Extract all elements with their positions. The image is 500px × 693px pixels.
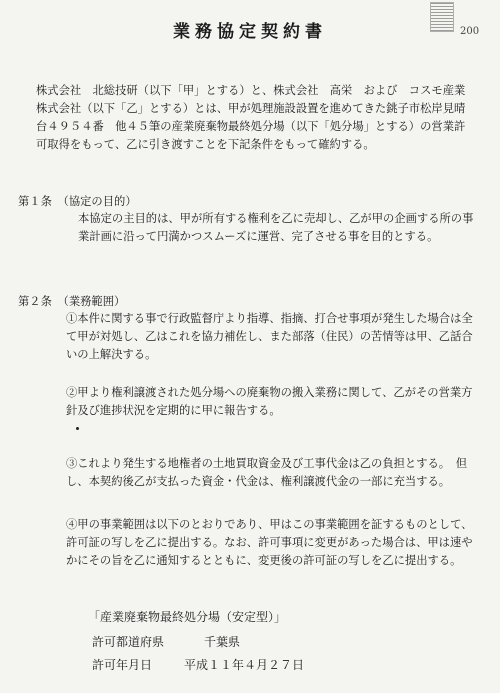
license-date-value: 平成１１年４月２７日 <box>184 658 305 672</box>
article-2-item-1: ①本件に関する事で行政監督庁より指導、指摘、打合せ事項が発生した場合は全て甲が対処し、乙はこれを協力補佐し、また部落（住民）の苦情等は甲、乙話合いの上解決する。 <box>66 312 473 361</box>
license-date-label: 許可年月日 <box>92 658 153 672</box>
license-authority-value: 千葉県 <box>204 635 241 649</box>
article-2-heading: 第２条 （業務範囲） <box>18 295 126 308</box>
article-2-item-3: ③これより発生する地権者の土地買取資金及び工事代金は乙の負担とする。 但し、本契約後乙が支払った資金・代金は、権利譲渡代金の一部に充当する。 <box>66 457 468 488</box>
intro-paragraph: 株式会社 北総技研（以下「甲」とする）と、株式会社 高栄 および コスモ産業株式会社（以下「乙」とする）とは、甲が処理施設設置を進めてきた銚子市松岸見晴台４９５４番 他４５筆の産業廃棄物最終処分場（以下「処分場」とする）の営業許可取得をもって、乙に引き渡すことを下記条件をもって確約する。 <box>36 84 466 151</box>
document-title: 業務協定契約書 <box>173 22 327 42</box>
scan-speck <box>76 427 79 430</box>
article-2-item-2: ②甲より権利譲渡された処分場への廃棄物の搬入業務に関して、乙がその営業方針及び進捗状況を定期的に甲に報告する。 <box>66 386 473 417</box>
license-authority-row <box>92 633 241 650</box>
article-1-heading: 第１条 （協定の目的） <box>18 195 137 208</box>
license-title: 「産業廃棄物最終処分場（安定型）」 <box>88 610 287 624</box>
license-date-row <box>92 656 305 673</box>
license-authority-label: 許可都道府県 <box>92 635 165 649</box>
article-2-item-4: ④甲の事業範囲は以下のとおりであり、甲はこの事業範囲を証するものとして、許可証の写しを乙に提出する。なお、許可事項に変更があった場合は、甲は速やかにその旨を乙に通知するとともに、変更後の許可証の写しを乙に提出する。 <box>66 518 473 567</box>
corner-stamp <box>430 2 454 32</box>
page-number: 200 <box>460 26 480 37</box>
article-1-body: 本協定の主目的は、甲が所有する権利を乙に売却し、乙が甲の企画する所の事業計画に沿って円満かつスムーズに運営、完了させる事を目的とする。 <box>78 212 474 243</box>
